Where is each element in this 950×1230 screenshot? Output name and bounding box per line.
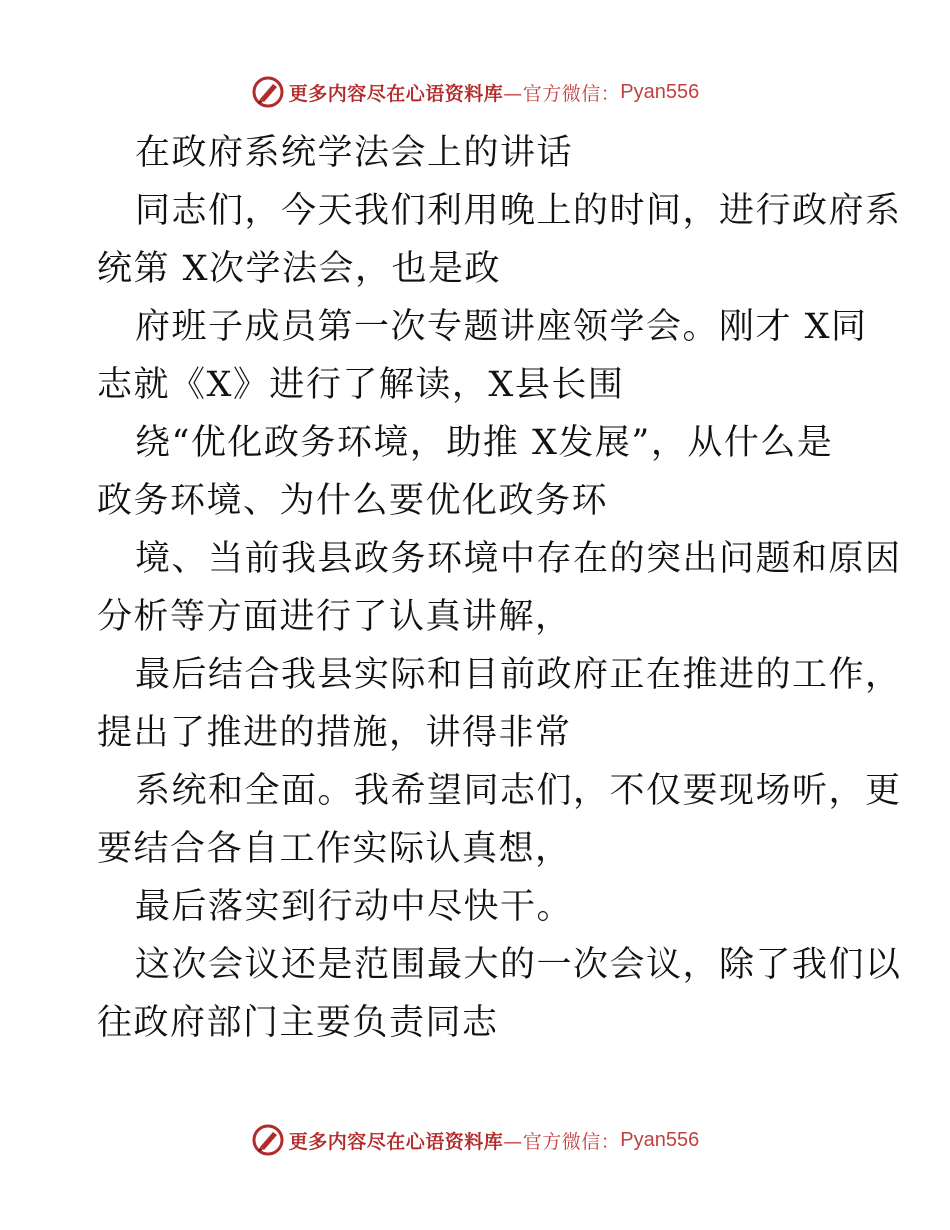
doc-line: 最后落实到行动中尽快干。 xyxy=(135,887,574,927)
doc-line: 提出了推进的措施，讲得非常 xyxy=(97,713,572,753)
doc-line: 志就《X》进行了解读，X县长围 xyxy=(97,365,625,405)
pen-logo-icon xyxy=(251,1123,285,1157)
doc-line: 府班子成员第一次专题讲座领学会。刚才 X同 xyxy=(135,307,868,347)
footer-watermark xyxy=(0,1120,950,1160)
banner-wechat-id: Pyan556 xyxy=(620,1128,700,1151)
pen-logo-icon xyxy=(251,75,285,109)
doc-line: 统第 X次学法会，也是政 xyxy=(97,249,502,289)
doc-title: 在政府系统学法会上的讲话 xyxy=(135,133,574,173)
document-body xyxy=(97,124,902,1052)
banner-library-text: 更多内容尽在心语资料库 xyxy=(288,1130,504,1153)
header-watermark xyxy=(0,72,950,112)
doc-line: 最后结合我县实际和目前政府正在推进的工作， xyxy=(135,655,902,695)
banner-wechat-label: —官方微信： xyxy=(503,82,621,105)
doc-line: 绕“优化政务环境，助推 X发展”，从什么是 xyxy=(135,423,834,463)
doc-line: 这次会议还是范围最大的一次会议，除了我们以 xyxy=(135,945,902,985)
doc-line: 分析等方面进行了认真讲解， xyxy=(97,597,572,637)
banner-wechat-id: Pyan556 xyxy=(620,80,700,103)
banner-wechat-label: —官方微信： xyxy=(503,1130,621,1153)
doc-line: 往政府部门主要负责同志 xyxy=(97,1003,499,1043)
doc-line: 要结合各自工作实际认真想， xyxy=(97,829,572,869)
doc-line: 系统和全面。我希望同志们，不仅要现场听，更 xyxy=(135,771,902,811)
doc-line: 境、当前我县政务环境中存在的突出问题和原因 xyxy=(135,539,902,579)
doc-line: 同志们，今天我们利用晚上的时间，进行政府系 xyxy=(135,191,902,231)
doc-line: 政务环境、为什么要优化政务环 xyxy=(97,481,609,521)
banner-library-text: 更多内容尽在心语资料库 xyxy=(288,82,504,105)
